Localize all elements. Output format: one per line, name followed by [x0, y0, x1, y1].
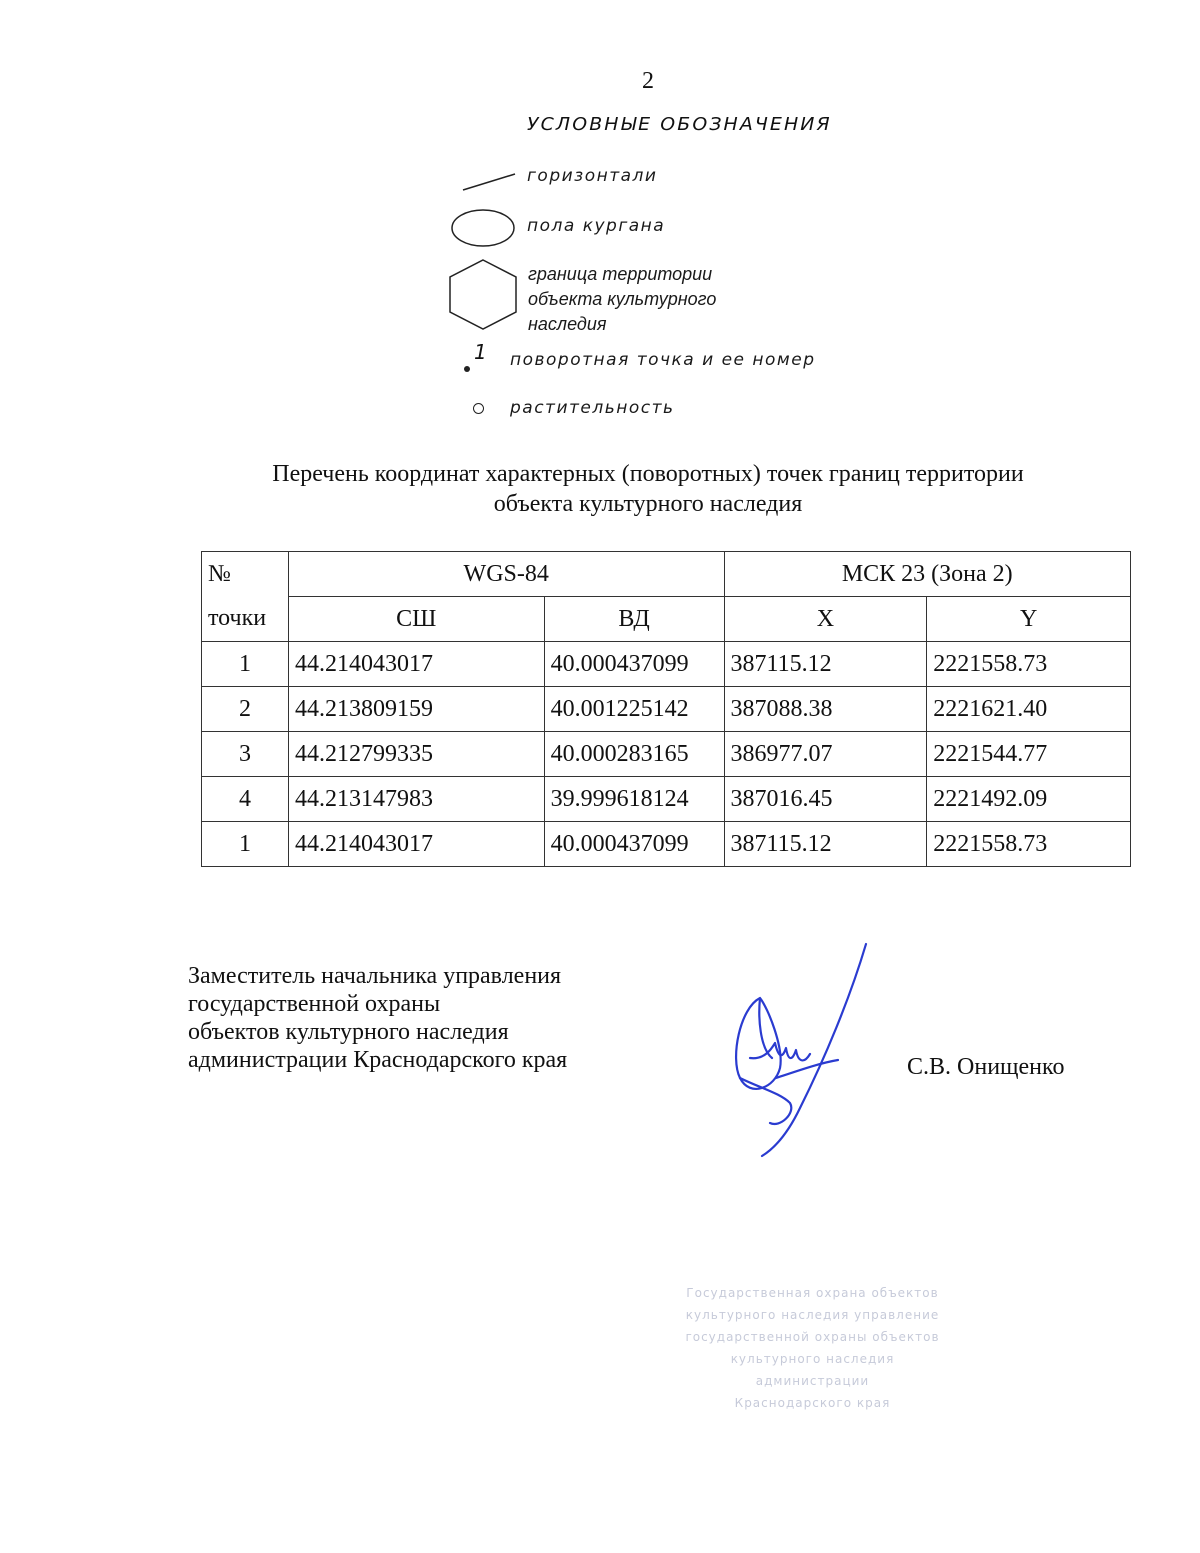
ellipse-icon [448, 206, 518, 250]
signatory-position-line3: объектов культурного наследия [188, 1019, 509, 1045]
legend-label-contours: горизонтали [527, 166, 658, 186]
contour-line-icon [460, 168, 520, 194]
header-msk23: МСК 23 (Зона 2) [724, 552, 1131, 597]
stamp-line: Государственная охрана объектов [686, 1286, 939, 1300]
cell-x: 387115.12 [724, 822, 927, 867]
header-point: точки [202, 597, 289, 642]
turning-point-dot [464, 366, 470, 372]
cell-point-number: 3 [202, 732, 289, 777]
header-lat: СШ [288, 597, 544, 642]
table-row [202, 732, 1131, 777]
cell-x: 387088.38 [724, 687, 927, 732]
cell-lat: 44.213809159 [288, 687, 544, 732]
cell-y: 2221492.09 [927, 777, 1131, 822]
header-x: X [724, 597, 927, 642]
cell-x: 386977.07 [724, 732, 927, 777]
legend-title: УСЛОВНЫЕ ОБОЗНАЧЕНИЯ [527, 114, 832, 135]
stamp-line: Краснодарского края [734, 1396, 891, 1410]
cell-y: 2221544.77 [927, 732, 1131, 777]
table-header-row-1 [202, 552, 1131, 597]
cell-lon: 40.001225142 [544, 687, 724, 732]
table-caption [0, 459, 1200, 519]
coordinates-table [201, 551, 1131, 867]
stamp-line: администрации [755, 1374, 870, 1388]
cell-lat: 44.212799335 [288, 732, 544, 777]
table-caption-line2: объекта культурного наследия [493, 491, 803, 517]
legend-label-turning-point: поворотная точка и ее номер [510, 350, 816, 370]
cell-point-number: 2 [202, 687, 289, 732]
header-no: № [202, 552, 289, 597]
cell-lon: 39.999618124 [544, 777, 724, 822]
cell-lon: 40.000437099 [544, 822, 724, 867]
stamp-line: культурного наследия [730, 1352, 895, 1366]
legend-label-vegetation: растительность [510, 398, 675, 418]
cell-lat: 44.214043017 [288, 642, 544, 687]
cell-x: 387016.45 [724, 777, 927, 822]
table-caption-line1: Перечень координат характерных (поворотных) точек границ территории [272, 461, 1024, 487]
table-row [202, 777, 1131, 822]
signatory-position-line1: Заместитель начальника управления [188, 963, 562, 989]
stamp-line: государственной охраны объектов [685, 1330, 940, 1344]
cell-point-number: 4 [202, 777, 289, 822]
turning-point-number: 1 [474, 340, 487, 364]
table-row [202, 822, 1131, 867]
legend-label-boundary-line1: граница территории [528, 264, 713, 284]
legend-label-boundary-line3: наследия [528, 314, 607, 334]
table-header-row-2 [202, 597, 1131, 642]
table-row [202, 642, 1131, 687]
official-stamp [640, 1282, 985, 1414]
cell-lon: 40.000437099 [544, 642, 724, 687]
header-wgs84: WGS-84 [288, 552, 724, 597]
legend-label-boundary [528, 262, 716, 337]
turning-point-icon [462, 342, 492, 376]
header-lon: ВД [544, 597, 724, 642]
cell-point-number: 1 [202, 642, 289, 687]
cell-lon: 40.000283165 [544, 732, 724, 777]
signatory-position-line4: администрации Краснодарского края [188, 1047, 568, 1073]
table-row [202, 687, 1131, 732]
cell-y: 2221558.73 [927, 822, 1131, 867]
cell-lat: 44.214043017 [288, 822, 544, 867]
handwritten-signature [720, 938, 880, 1164]
signatory-name: С.В. Онищенко [907, 1054, 1065, 1080]
signatory-position [188, 962, 567, 1074]
circle-icon [473, 403, 484, 414]
cell-x: 387115.12 [724, 642, 927, 687]
signatory-position-line2: государственной охраны [188, 991, 441, 1017]
cell-lat: 44.213147983 [288, 777, 544, 822]
page-number: 2 [642, 68, 654, 94]
cell-y: 2221621.40 [927, 687, 1131, 732]
legend-label-boundary-line2: объекта культурного [528, 289, 717, 309]
cell-y: 2221558.73 [927, 642, 1131, 687]
header-y: Y [927, 597, 1131, 642]
legend-label-barrow: пола кургана [527, 216, 666, 236]
cell-point-number: 1 [202, 822, 289, 867]
hexagon-icon [443, 256, 523, 334]
stamp-line: культурного наследия управление [685, 1308, 940, 1322]
